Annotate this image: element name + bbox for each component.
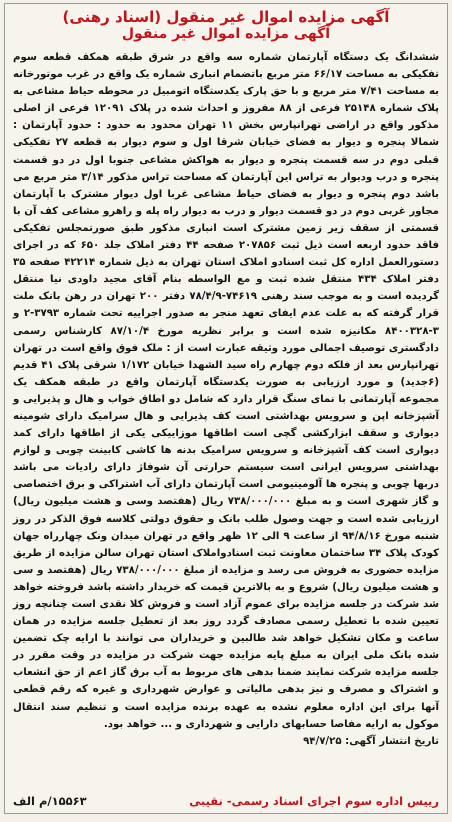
publish-date: تاریخ انتشار آگهی: ۹۴/۷/۲۵ bbox=[303, 735, 439, 747]
ad-notice bbox=[4, 3, 448, 814]
notice-subtitle: آگهی مزایده اموال غیر منقول bbox=[121, 26, 331, 42]
notice-footer bbox=[13, 794, 439, 809]
signer-line: رییس اداره سوم اجرای اسناد رسمی- نقیبی bbox=[189, 794, 439, 808]
reference-number: ۱۵۵۶۳/م الف bbox=[13, 794, 87, 808]
notice-body: ششدانگ یک دستگاه آپارتمان شماره سه واقع در شرق طبقه همکف قطعه سوم تفکیکی به مساحت ۶۶/۱۷ متر مربع باتضمام انباری شماره یک واقع در غرب موتورخانه به مساحت ۷/۴۱ متر مربع و با حق پارک یکدستگاه اتومبیل در محوطه حیاط مشاعی به پلاک شماره ۲۵۱۴۸ فرعی از ۸۸ مفروز و احداث شده در پلاک ۱۲۰۹۱ فرعی از اصلی مذکور واقع در اراضی تهرانپارس بخش ۱۱ تهران محدود به حدود : حدود آپارتمان : شمالا پنجره و دیوار به فضای خیابان شرقا اول و سوم دیوار به قطعه ۲۷ تفکیکی قبلی دوم در سه قسمت پنجره و دیوار به هواکش مشاعی جنوبا اول در دو قسمت پنجره و درب ودیوار به تراس این آپارتمان که مساحت تراس مذکور ۳/۱۴ متر مربع می باشد دوم پنجره و دیوار به فضای حیاط مشاعی غربا اول دیوار مشترک با آپارتمان مجاور غربی دوم در دو قسمت دیوار و درب به دیوار راه پله و راهرو مشاعی کف آن با قسمتی از سقف زیر زمین مشترک است انباری مذکور طبق صورتمجلس تفکیکی فاقد حدود اربعه است ذیل ثبت ۲۰۷۸۵۶ صفحه ۴۴ دفتر املاک جلد ۶۵۰ که در اجرای دستورالعمل اداره کل ثبت اسنادو املاک استان تهران به ذیل شماره ۴۲۲۱۴ صفحه ۳۵ دفتر املاک ۴۳۴ منتقل شده ثبت و مع الواسطه بنام آقای مجید داودی نیا منتقل گردیده است و به موجب سند رهنی ۷۴۶۱۹-۷۸/۴/۹ دفتر ۲۰۰ تهران در رهن بانک ملت قرار گرفته که به علت عدم ایفای تعهد منجر به صدور اجراییه تحت شماره ۳۷۹۳-۲ و ۳-۸۴۰۰۳۲۸ مکانیزه شده است و برابر نظریه مورخ ۸۷/۱۰/۴ کارشناس رسمی دادگستری توصیف اجمالی مورد وثیقه عبارت است از : ملک فوق واقع است در تهران تهرانپارس بعد از فلکه دوم چهارم راه سید الشهدا خیابان ۱/۱۷۲ شرقی پلاک ۴۱ قدیم (۶جدید) و مورد ارزیابی به صورت یکدستگاه آپارتمان واقع در طبقه همکف یک مجموعه آپارتمانی با نمای سنگ قرار دارد که شامل دو اطاق خواب و هال و پذیرایی و آشپزخانه اپن و سرویس بهداشتی است کف پذیرایی و هال سرامیک دارای شومینه دیواری و سقف ابزارکشی گچی است اطاقها موزاییکی یکی از اطاقها دارای کمد دیواری است کف آشپزخانه و سرویس سرامیک بدنه ها کاشی کابینت چوبی و لوازم بهداشتی سرویس ایرانی است سیستم حرارتی آن شوفاژ دارای رادیات می باشد دربها چوبی و پنجره ها آلومینیومی است آپارتمان دارای آب اشتراکی و برق اختصاصی و گاز شهری است و به مبلغ ۷۳۸/۰۰۰/۰۰۰ ریال (هفتصد وسی و هشت میلیون ریال) ارزیابی شده است و جهت وصول طلب بانک و حقوق دولتی کلاسه فوق الذکر در روز شنبه مورخ ۹۴/۸/۱۶ از ساعت ۹ الی ۱۲ ظهر واقع در تهران میدان ونک چهارراه جهان کودک پلاک ۳۴ ساختمان معاونت ثبت اسنادواملاک استان تهران سالن مزایده از طریق مزایده حضوری به فروش می رسد و مزایده از مبلغ ۷۳۸/۰۰۰/۰۰۰ ریال (هفتصد و سی و هشت میلیون ریال) شروع و به بالاترین قیمت که خریدار داشته باشد فروخته خواهد شد شرکت در جلسه مزایده برای عموم آزاد است و فروش کلا نقدی است چنانچه روز تعیین شده با تعطیل رسمی مصادف گردد روز بعد از تعطیل جلسه مزایده در همان ساعت و مکان تشکیل خواهد شد طالبین و خریداران می توانند با ارایه چک تضمین شده بانک ملی ایران به مبلغ پایه مزایده جهت شرکت در مزایده در وقت مقرر در جلسه مزایده شرکت نمایند ضمنا بدهی های مربوط به آب برق گاز اعم از حق انشعاب و اشتراک و مصرف و نیز بدهی مالیاتی و عوارض شهرداری و غیره که رقم قطعی آنها برای این اداره معلوم نشده به عهده برنده مزایده است و تنظیم سند انتقال موکول به ارایه مفاصا حسابهای دارایی و شهرداری و ... خواهد بود. bbox=[12, 52, 440, 730]
notice-title: آگهی مزایده اموال غیر منقول (اسناد رهنی) bbox=[62, 8, 390, 26]
